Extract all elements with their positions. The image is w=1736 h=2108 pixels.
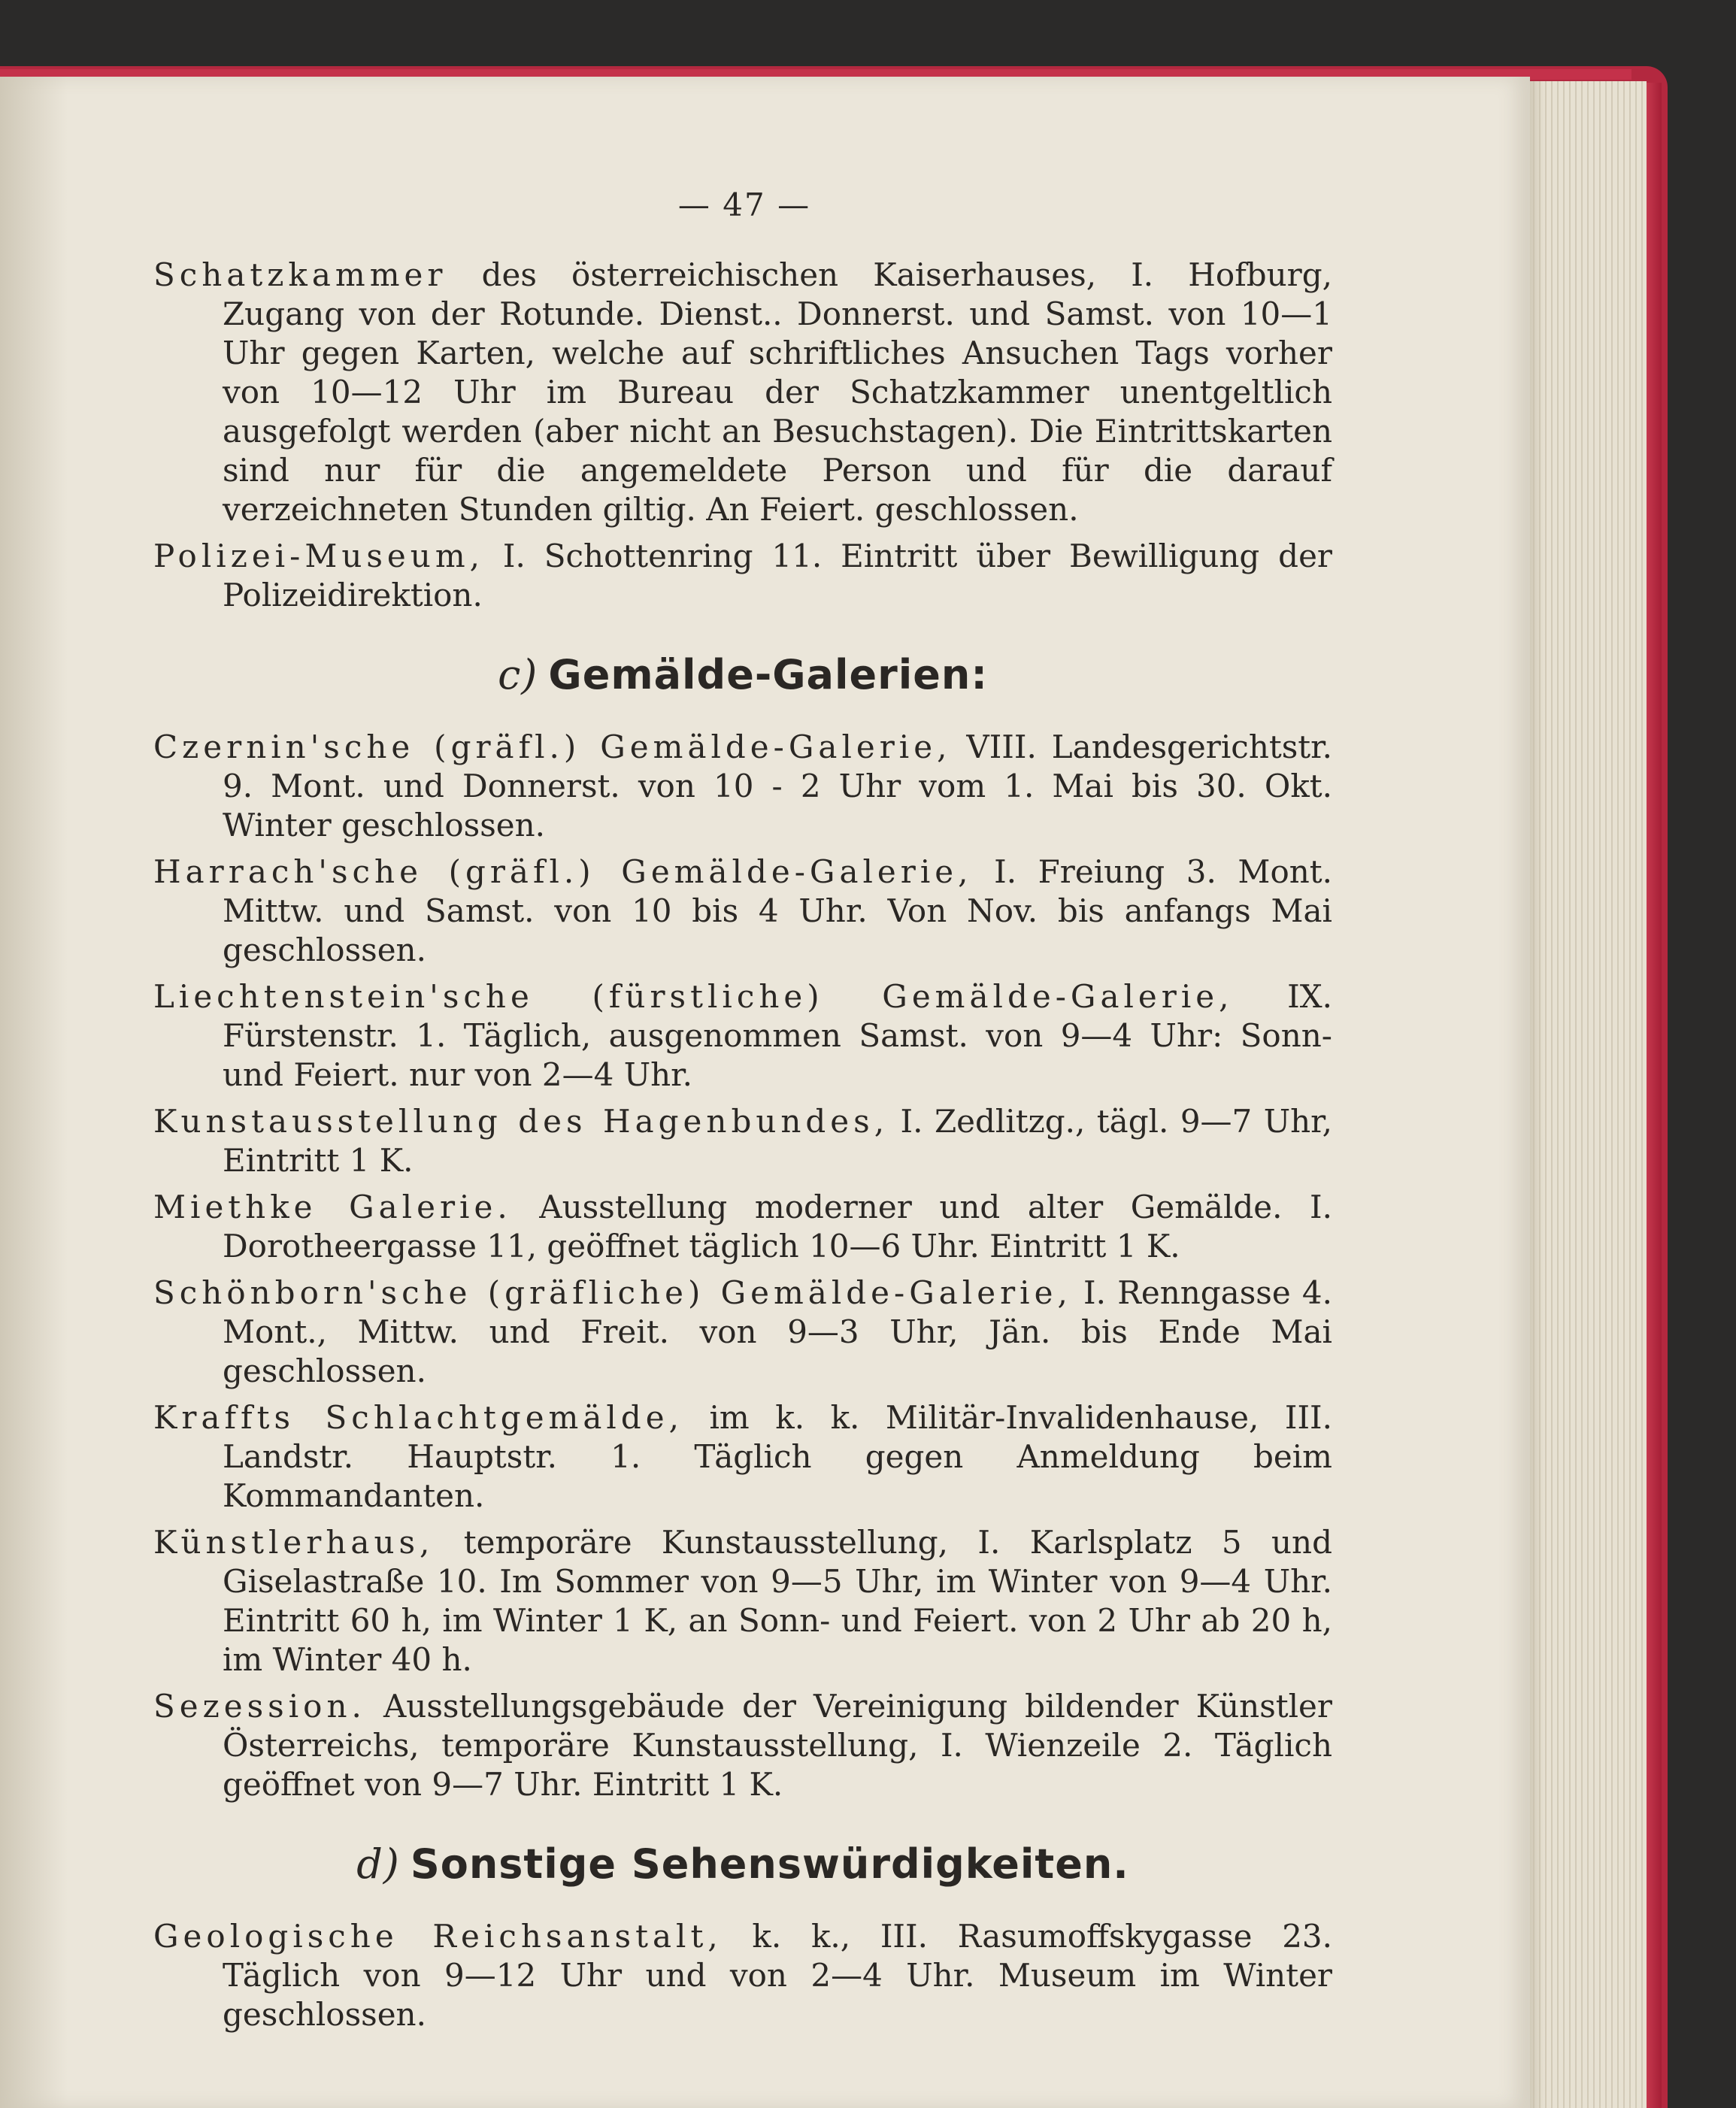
entry-text: IX. Fürstenstr. 1. Täglich, ausgenommen Samst. von 9—4 Uhr: Sonn- und Feiert. nur von 2—4 Uhr. [223,978,1332,1093]
entry-name: Czernin'sche (gräfl.) Gemälde-Galerie, [153,728,952,765]
entry-harrach [153,853,1332,970]
entry-name: Geologische Reichsanstalt, [153,1918,723,1955]
entry-text: Ausstellungsgebäude der Vereinigung bildender Künstler Österreichs, temporäre Kunstausstellung, I. Wienzeile 2. Täglich geöffnet von 9—7 Uhr. Eintritt 1 K. [223,1688,1332,1803]
entry-text: k. k., III. Rasumoffskygasse 23. Täglich von 9—12 Uhr und von 2—4 Uhr. Museum im Winter geschlossen. [223,1918,1332,2033]
entry-name: Schönborn'sche (gräfliche) Gemälde-Galerie, [153,1274,1072,1311]
entry-text: im k. k. Militär-Invalidenhause, III. Landstr. Hauptstr. 1. Täglich gegen Anmeldung beim Kommandanten. [223,1399,1332,1514]
section-letter: d) [356,1840,400,1888]
entry-text: des österreichischen Kaiserhauses, I. Hofburg, Zugang von der Rotunde. Dienst.. Donnerst. und Samst. von 10—1 Uhr gegen Karten, welche auf schriftliches Ansuchen Tags vorher von 10—12 Uhr im Bureau der Schatzkammer unentgeltlich ausgefolgt werden (aber nicht an Besuchstagen). Die Eintrittskarten sind nur für die angemeldete Person und für die darauf verzeichneten Stunden giltig. An Feiert. geschlossen. [223,256,1332,528]
page-gutter-shadow [0,77,68,2108]
entry-schatzkammer [153,256,1332,529]
entry-schoenborn [153,1274,1332,1391]
entry-text: temporäre Kunstausstellung, I. Karlsplatz 5 und Giselastraße 10. Im Sommer von 9—5 Uhr, im Winter von 9—4 Uhr. Eintritt 60 h, im Winter 1 K, an Sonn- und Feiert. von 2 Uhr ab 20 h, im Winter 40 h. [223,1524,1332,1678]
entry-sezession [153,1687,1332,1804]
entry-name: Harrach'sche (gräfl.) Gemälde-Galerie, [153,853,973,890]
page-body [153,256,1332,2042]
entry-name: Miethke Galerie. [153,1189,512,1225]
entry-name: Kunstausstellung des Hagenbundes, [153,1103,889,1140]
entry-name: Schatzkammer [153,256,447,293]
entry-name: Sezession. [153,1688,366,1725]
entry-name: Künstlerhaus, [153,1524,435,1561]
entry-text: VIII. Landesgerichtstr. 9. Mont. und Donnerst. von 10 - 2 Uhr vom 1. Mai bis 30. Okt. Winter geschlossen. [223,728,1332,844]
section-heading-sonstige-sehenswuerdigkeiten [153,1840,1332,1888]
entry-liechtenstein [153,977,1332,1095]
entry-name: Liechtenstein'sche (fürstliche) Gemälde-Galerie, [153,978,1234,1015]
section-title: Gemälde-Galerien: [548,651,988,698]
entry-kraffts [153,1398,1332,1516]
page-number: — 47 — [677,186,811,223]
entry-czernin [153,728,1332,845]
entry-text: Ausstellung moderner und alter Gemälde. I. Dorotheergasse 11, geöffnet täglich 10—6 Uhr. Eintritt 1 K. [223,1189,1332,1264]
section-heading-gemaelde-galerien [153,651,1332,698]
entry-kuenstlerhaus [153,1523,1332,1679]
entry-hagenbund [153,1102,1332,1180]
entry-text: I. Schottenring 11. Eintritt über Bewilligung der Polizeidirektion. [223,538,1332,613]
entry-text: I. Renngasse 4. Mont., Mittw. und Freit. von 9—3 Uhr, Jän. bis Ende Mai geschlossen. [223,1274,1332,1389]
entry-miethke [153,1188,1332,1266]
entry-text: I. Freiung 3. Mont. Mittw. und Samst. von 10 bis 4 Uhr. Von Nov. bis anfangs Mai geschlossen. [223,853,1333,968]
book-binding-spine-edge [1645,83,1662,2108]
section-title: Sonstige Sehenswürdigkeiten. [410,1840,1129,1888]
entry-geologische-reichsanstalt [153,1917,1332,2034]
entry-name: Polizei-Museum, [153,538,485,574]
entry-text: I. Zedlitzg., tägl. 9—7 Uhr, Eintritt 1 K. [223,1103,1332,1179]
entry-polizei-museum [153,537,1332,615]
entry-name: Kraffts Schlachtgemälde, [153,1399,683,1436]
section-letter: c) [498,651,538,698]
